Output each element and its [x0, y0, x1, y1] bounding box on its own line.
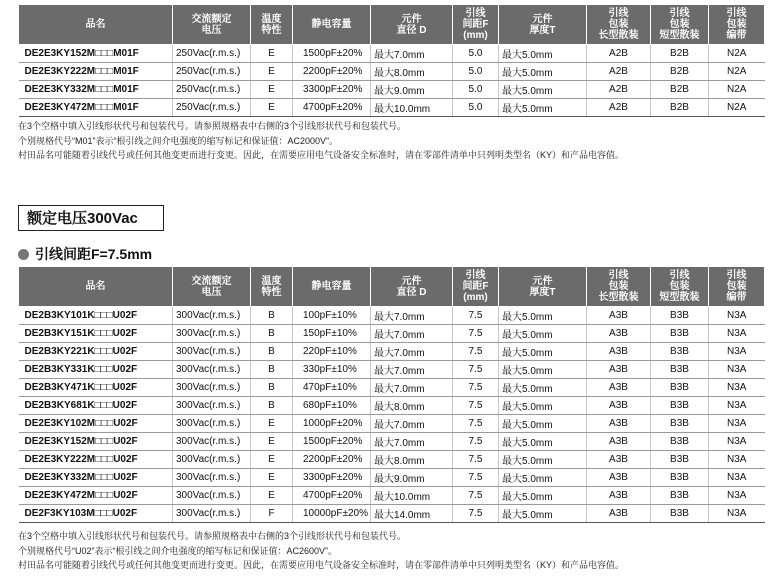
capacitance-cell: 150pF±10% [293, 325, 371, 343]
short-bulk-code-cell: B2B [651, 45, 709, 63]
header-capacitance: 静电容量 [293, 5, 371, 45]
short-bulk-code-cell: B3B [651, 469, 709, 487]
lead-spacing-cell: 7.5 [453, 415, 499, 433]
short-bulk-code-cell: B3B [651, 505, 709, 523]
temp-characteristic-cell: E [251, 433, 293, 451]
table-row [19, 45, 765, 63]
short-bulk-code-cell: B3B [651, 451, 709, 469]
lead-spacing-cell: 7.5 [453, 451, 499, 469]
part-number-cell: DE2B3KY221K□□□U02F [19, 343, 173, 361]
header-body-thickness: 元件 厚度T [499, 5, 587, 45]
sub-title [18, 244, 152, 264]
lead-spacing-cell: 7.5 [453, 397, 499, 415]
body-diameter-cell: 最大8.0mm [371, 451, 453, 469]
part-number-cell: DE2E3KY222M□□□U02F [19, 451, 173, 469]
long-bulk-code-cell: A3B [587, 451, 651, 469]
lead-spacing-cell: 7.5 [453, 343, 499, 361]
long-bulk-code-cell: A3B [587, 379, 651, 397]
lead-spacing-cell: 7.5 [453, 379, 499, 397]
body-diameter-cell: 最大7.0mm [371, 307, 453, 325]
table-row [19, 63, 765, 81]
body-thickness-cell: 最大5.0mm [499, 63, 587, 81]
short-bulk-code-cell: B3B [651, 343, 709, 361]
header-temp-characteristic: 温度 特性 [251, 267, 293, 307]
body-thickness-cell: 最大5.0mm [499, 343, 587, 361]
tape-code-cell: N3A [709, 325, 765, 343]
table-row [19, 415, 765, 433]
tape-code-cell: N2A [709, 99, 765, 117]
rated-voltage-cell: 250Vac(r.m.s.) [173, 99, 251, 117]
temp-characteristic-cell: B [251, 325, 293, 343]
lead-spacing-cell: 7.5 [453, 487, 499, 505]
tape-code-cell: N2A [709, 63, 765, 81]
capacitance-cell: 100pF±10% [293, 307, 371, 325]
long-bulk-code-cell: A3B [587, 433, 651, 451]
long-bulk-code-cell: A3B [587, 307, 651, 325]
lead-spacing-cell: 7.5 [453, 469, 499, 487]
rated-voltage-cell: 300Vac(r.m.s.) [173, 361, 251, 379]
header-body-diameter: 元件 直径 D [371, 267, 453, 307]
rated-voltage-cell: 300Vac(r.m.s.) [173, 451, 251, 469]
part-number-cell: DE2E3KY152M□□□M01F [19, 45, 173, 63]
part-number-cell: DE2B3KY471K□□□U02F [19, 379, 173, 397]
short-bulk-code-cell: B3B [651, 433, 709, 451]
tape-code-cell: N3A [709, 415, 765, 433]
temp-characteristic-cell: E [251, 99, 293, 117]
table-row [19, 307, 765, 325]
body-thickness-cell: 最大5.0mm [499, 505, 587, 523]
table-row [19, 487, 765, 505]
rated-voltage-cell: 250Vac(r.m.s.) [173, 45, 251, 63]
tape-code-cell: N2A [709, 81, 765, 99]
note-line: 个别规格代号“M01”表示“根引线之间介电强度的缩写标记和保证值：AC2000V”。 [18, 135, 339, 146]
table-row [19, 379, 765, 397]
capacitance-cell: 220pF±10% [293, 343, 371, 361]
part-number-cell: DE2E3KY152M□□□U02F [19, 433, 173, 451]
table-row [19, 99, 765, 117]
table-row [19, 433, 765, 451]
long-bulk-code-cell: A3B [587, 415, 651, 433]
lead-spacing-cell: 7.5 [453, 361, 499, 379]
long-bulk-code-cell: A3B [587, 469, 651, 487]
tape-code-cell: N3A [709, 487, 765, 505]
short-bulk-code-cell: B3B [651, 379, 709, 397]
long-bulk-code-cell: A3B [587, 487, 651, 505]
note-line: 在3个空格中填入引线形状代号和包装代号。请参照规格表中右侧的3个引线形状代号和包装代号。 [18, 121, 407, 131]
tape-code-cell: N2A [709, 45, 765, 63]
capacitance-cell: 1500pF±20% [293, 45, 371, 63]
capacitance-cell: 680pF±10% [293, 397, 371, 415]
part-number-cell: DE2B3KY101K□□□U02F [19, 307, 173, 325]
capacitance-cell: 4700pF±20% [293, 487, 371, 505]
short-bulk-code-cell: B2B [651, 99, 709, 117]
capacitance-cell: 470pF±10% [293, 379, 371, 397]
body-thickness-cell: 最大5.0mm [499, 45, 587, 63]
section-title: 额定电压300Vac [18, 205, 164, 231]
short-bulk-code-cell: B3B [651, 361, 709, 379]
long-bulk-code-cell: A3B [587, 397, 651, 415]
header-capacitance: 静电容量 [293, 267, 371, 307]
lead-spacing-cell: 5.0 [453, 99, 499, 117]
short-bulk-code-cell: B3B [651, 397, 709, 415]
table-header-row [19, 267, 765, 307]
body-thickness-cell: 最大5.0mm [499, 99, 587, 117]
table-row [19, 469, 765, 487]
table-header-row [19, 5, 765, 45]
sub-title-text: 引线间距F=7.5mm [35, 246, 153, 262]
tape-code-cell: N3A [709, 451, 765, 469]
header-long-bulk-code: 引线 包装 长型散装 [587, 267, 651, 307]
rated-voltage-cell: 300Vac(r.m.s.) [173, 505, 251, 523]
header-rated-voltage: 交流额定 电压 [173, 5, 251, 45]
body-diameter-cell: 最大10.0mm [371, 99, 453, 117]
short-bulk-code-cell: B3B [651, 487, 709, 505]
temp-characteristic-cell: B [251, 307, 293, 325]
part-number-cell: DE2B3KY151K□□□U02F [19, 325, 173, 343]
header-lead-spacing: 引线 间距F (mm) [453, 5, 499, 45]
part-number-cell: DE2E3KY332M□□□U02F [19, 469, 173, 487]
header-tape-code: 引线 包装 编带 [709, 5, 765, 45]
body-diameter-cell: 最大7.0mm [371, 45, 453, 63]
long-bulk-code-cell: A2B [587, 81, 651, 99]
capacitance-cell: 2200pF±20% [293, 451, 371, 469]
header-short-bulk-code: 引线 包装 短型散装 [651, 5, 709, 45]
temp-characteristic-cell: F [251, 505, 293, 523]
header-part-number: 品名 [19, 267, 173, 307]
body-thickness-cell: 最大5.0mm [499, 379, 587, 397]
temp-characteristic-cell: B [251, 361, 293, 379]
lead-spacing-cell: 7.5 [453, 505, 499, 523]
table-row [19, 343, 765, 361]
long-bulk-code-cell: A2B [587, 63, 651, 81]
table-row [19, 361, 765, 379]
tape-code-cell: N3A [709, 469, 765, 487]
header-body-thickness: 元件 厚度T [499, 267, 587, 307]
tape-code-cell: N3A [709, 307, 765, 325]
spec-table-250vac [18, 4, 765, 117]
short-bulk-code-cell: B3B [651, 307, 709, 325]
capacitance-cell: 10000pF±20% [293, 505, 371, 523]
temp-characteristic-cell: E [251, 451, 293, 469]
part-number-cell: DE2E3KY472M□□□U02F [19, 487, 173, 505]
body-diameter-cell: 最大7.0mm [371, 325, 453, 343]
tape-code-cell: N3A [709, 433, 765, 451]
part-number-cell: DE2E3KY332M□□□M01F [19, 81, 173, 99]
rated-voltage-cell: 300Vac(r.m.s.) [173, 415, 251, 433]
capacitance-cell: 1000pF±20% [293, 415, 371, 433]
capacitance-cell: 4700pF±20% [293, 99, 371, 117]
part-number-cell: DE2F3KY103M□□□U02F [19, 505, 173, 523]
spec-table-300vac [18, 266, 765, 523]
table-row [19, 505, 765, 523]
body-thickness-cell: 最大5.0mm [499, 397, 587, 415]
temp-characteristic-cell: E [251, 81, 293, 99]
rated-voltage-cell: 300Vac(r.m.s.) [173, 487, 251, 505]
short-bulk-code-cell: B3B [651, 415, 709, 433]
lead-spacing-cell: 5.0 [453, 63, 499, 81]
body-thickness-cell: 最大5.0mm [499, 433, 587, 451]
part-number-cell: DE2E3KY222M□□□M01F [19, 63, 173, 81]
capacitance-cell: 3300pF±20% [293, 469, 371, 487]
lead-spacing-cell: 7.5 [453, 433, 499, 451]
rated-voltage-cell: 300Vac(r.m.s.) [173, 469, 251, 487]
temp-characteristic-cell: B [251, 397, 293, 415]
capacitance-cell: 2200pF±20% [293, 63, 371, 81]
body-thickness-cell: 最大5.0mm [499, 415, 587, 433]
temp-characteristic-cell: E [251, 45, 293, 63]
body-diameter-cell: 最大8.0mm [371, 63, 453, 81]
body-diameter-cell: 最大14.0mm [371, 505, 453, 523]
note-line: 村田品名可能随着引线代号或任何其他变更而进行变更。因此，在需要应用电气设备安全标准时，请在零部件清单中只列明类型名（KY）和产品电容值。 [18, 560, 625, 570]
rated-voltage-cell: 300Vac(r.m.s.) [173, 433, 251, 451]
rated-voltage-cell: 300Vac(r.m.s.) [173, 325, 251, 343]
rated-voltage-cell: 300Vac(r.m.s.) [173, 379, 251, 397]
bullet-icon [18, 249, 29, 260]
body-thickness-cell: 最大5.0mm [499, 325, 587, 343]
note-line: 村田品名可能随着引线代号或任何其他变更而进行变更。因此，在需要应用电气设备安全标准时，请在零部件清单中只列明类型名（KY）和产品电容值。 [18, 150, 625, 160]
temp-characteristic-cell: E [251, 415, 293, 433]
lead-spacing-cell: 5.0 [453, 81, 499, 99]
rated-voltage-cell: 250Vac(r.m.s.) [173, 63, 251, 81]
long-bulk-code-cell: A2B [587, 99, 651, 117]
body-diameter-cell: 最大9.0mm [371, 81, 453, 99]
body-diameter-cell: 最大7.0mm [371, 433, 453, 451]
body-thickness-cell: 最大5.0mm [499, 451, 587, 469]
tape-code-cell: N3A [709, 361, 765, 379]
capacitance-cell: 330pF±10% [293, 361, 371, 379]
capacitance-cell: 1500pF±20% [293, 433, 371, 451]
body-diameter-cell: 最大7.0mm [371, 343, 453, 361]
tape-code-cell: N3A [709, 505, 765, 523]
note-line: 在3个空格中填入引线形状代号和包装代号。请参照规格表中右侧的3个引线形状代号和包装代号。 [18, 531, 407, 541]
rated-voltage-cell: 300Vac(r.m.s.) [173, 307, 251, 325]
body-diameter-cell: 最大8.0mm [371, 397, 453, 415]
body-diameter-cell: 最大9.0mm [371, 469, 453, 487]
body-diameter-cell: 最大7.0mm [371, 361, 453, 379]
tape-code-cell: N3A [709, 343, 765, 361]
lead-spacing-cell: 7.5 [453, 325, 499, 343]
body-thickness-cell: 最大5.0mm [499, 469, 587, 487]
long-bulk-code-cell: A3B [587, 505, 651, 523]
long-bulk-code-cell: A2B [587, 45, 651, 63]
note-line: 个别规格代号“U02”表示“根引线之间介电强度的缩写标记和保证值：AC2600V”。 [18, 545, 338, 556]
rated-voltage-cell: 250Vac(r.m.s.) [173, 81, 251, 99]
table-row [19, 451, 765, 469]
part-number-cell: DE2B3KY331K□□□U02F [19, 361, 173, 379]
table-row [19, 397, 765, 415]
part-number-cell: DE2E3KY472M□□□M01F [19, 99, 173, 117]
tape-code-cell: N3A [709, 379, 765, 397]
header-long-bulk-code: 引线 包装 长型散装 [587, 5, 651, 45]
body-thickness-cell: 最大5.0mm [499, 361, 587, 379]
table-row [19, 325, 765, 343]
header-rated-voltage: 交流额定 电压 [173, 267, 251, 307]
long-bulk-code-cell: A3B [587, 361, 651, 379]
table-row [19, 81, 765, 99]
body-diameter-cell: 最大7.0mm [371, 379, 453, 397]
body-thickness-cell: 最大5.0mm [499, 307, 587, 325]
body-diameter-cell: 最大10.0mm [371, 487, 453, 505]
lead-spacing-cell: 7.5 [453, 307, 499, 325]
tape-code-cell: N3A [709, 397, 765, 415]
short-bulk-code-cell: B3B [651, 325, 709, 343]
short-bulk-code-cell: B2B [651, 63, 709, 81]
part-number-cell: DE2E3KY102M□□□U02F [19, 415, 173, 433]
header-body-diameter: 元件 直径 D [371, 5, 453, 45]
lead-spacing-cell: 5.0 [453, 45, 499, 63]
capacitance-cell: 3300pF±20% [293, 81, 371, 99]
header-short-bulk-code: 引线 包装 短型散装 [651, 267, 709, 307]
temp-characteristic-cell: E [251, 469, 293, 487]
header-lead-spacing: 引线 间距F (mm) [453, 267, 499, 307]
rated-voltage-cell: 300Vac(r.m.s.) [173, 397, 251, 415]
notes-300vac [18, 529, 764, 573]
body-thickness-cell: 最大5.0mm [499, 487, 587, 505]
temp-characteristic-cell: E [251, 63, 293, 81]
notes-250vac [18, 119, 764, 163]
rated-voltage-cell: 300Vac(r.m.s.) [173, 343, 251, 361]
long-bulk-code-cell: A3B [587, 343, 651, 361]
body-thickness-cell: 最大5.0mm [499, 81, 587, 99]
temp-characteristic-cell: B [251, 343, 293, 361]
header-temp-characteristic: 温度 特性 [251, 5, 293, 45]
temp-characteristic-cell: B [251, 379, 293, 397]
long-bulk-code-cell: A3B [587, 325, 651, 343]
part-number-cell: DE2B3KY681K□□□U02F [19, 397, 173, 415]
short-bulk-code-cell: B2B [651, 81, 709, 99]
body-diameter-cell: 最大7.0mm [371, 415, 453, 433]
header-tape-code: 引线 包装 编带 [709, 267, 765, 307]
temp-characteristic-cell: E [251, 487, 293, 505]
header-part-number: 品名 [19, 5, 173, 45]
